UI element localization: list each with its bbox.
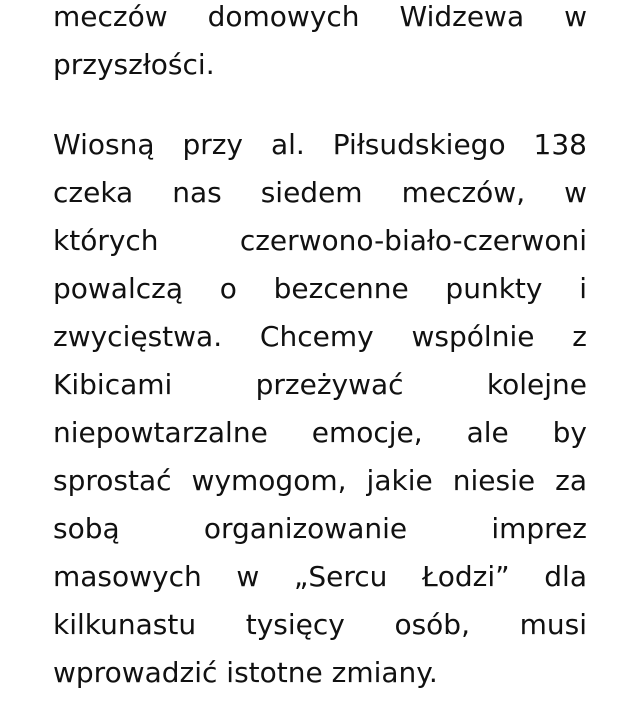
text-line: których czerwono-biało-czerwoni xyxy=(53,224,587,257)
article-body xyxy=(53,0,587,697)
text-line: Kibicami przeżywać kolejne xyxy=(53,368,587,401)
text-line: masowych w „Sercu Łodzi” dla xyxy=(53,560,587,593)
text-line: wprowadzić istotne zmiany. xyxy=(53,656,438,689)
text-line: niepowtarzalne emocje, ale by xyxy=(53,416,587,449)
text-line: kilkunastu tysięcy osób, musi xyxy=(53,608,587,641)
text-line: czeka nas siedem meczów, w xyxy=(53,176,587,209)
text-line: sobą organizowanie imprez xyxy=(53,512,587,545)
text-line: sprostać wymogom, jakie niesie za xyxy=(53,464,587,497)
text-line: przyszłości. xyxy=(53,48,215,81)
text-line: meczów domowych Widzewa w xyxy=(53,0,587,33)
paragraph xyxy=(53,0,587,89)
text-line: powalczą o bezcenne punkty i xyxy=(53,272,587,305)
paragraph xyxy=(53,121,587,697)
text-line: Wiosną przy al. Piłsudskiego 138 xyxy=(53,128,587,161)
paragraph-gap xyxy=(53,89,587,121)
text-line: zwycięstwa. Chcemy wspólnie z xyxy=(53,320,587,353)
